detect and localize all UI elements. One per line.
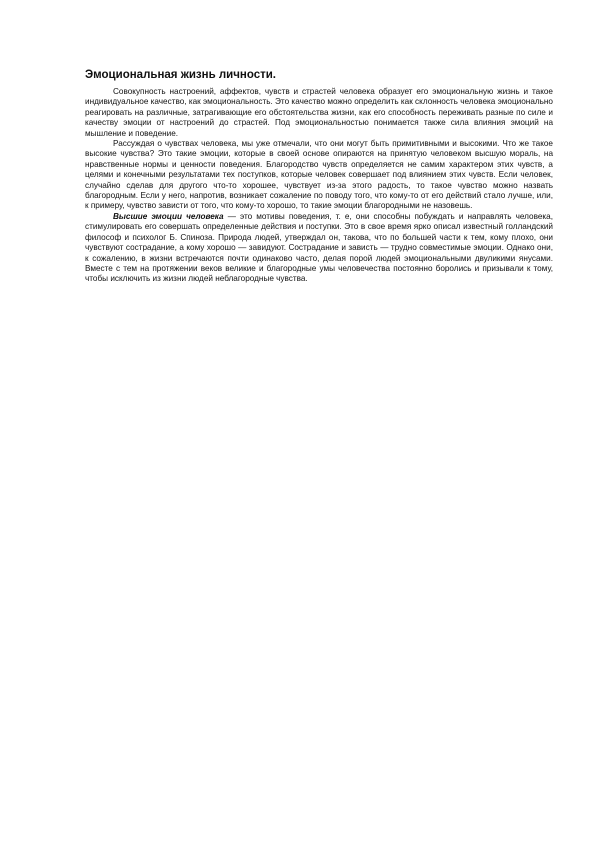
paragraph-text: Рассуждая о чувствах человека, мы уже отмечали, что они могут быть примитивными и высокими. Что же такое высокие чувства? Это такие эмоции, которые в своей основе опираются на принятую человеком высшую мораль, на нравственные нормы и ценности поведения. Благородство чувств определяется не самим характером этих чувств, а целями и конечными результатами тех поступков, которые человек совершает под влиянием этих чувств. Если человек, случайно сделав для другого что-то хорошее, чувствует из-за этого радость, то такое чувство можно назвать благородным. Если у него, напротив, возникает сожаление по поводу того, что кому-то от его действий стало лучше, или, к примеру, чувство зависти от того, что кому-то хорошо, то такие эмоции благородными не назовешь. bbox=[85, 139, 553, 211]
paragraph-emotionality bbox=[85, 87, 553, 139]
document-title: Эмоциональная жизнь личности. bbox=[85, 69, 277, 81]
paragraph-higher-emotions bbox=[85, 212, 553, 285]
paragraph-high-feelings bbox=[85, 139, 553, 212]
paragraph-lead-term: Высшие эмоции человека bbox=[113, 211, 224, 221]
document-body bbox=[85, 68, 553, 285]
paragraph-text: Совокупность настроений, аффектов, чувств и страстей человека образует его эмоциональную жизнь и такое индивидуальное качество, как эмоциональность. Это качество можно определить как склонность человека эмоционально реагировать на различные, затрагивающие его обстоятельства жизни, как его способность переживать разные по силе и качеству эмоции от настроений до страстей. Под эмоциональностью понимается также сила влияния эмоций на мышление и поведение. bbox=[85, 87, 553, 138]
paragraph-text: — это мотивы поведения, т. е, они способны побуждать и направлять человека, стимулировать его совершать определенные действия и поступки. Это в свое время ярко описал известный голландский философ и психолог Б. Спиноза. Природа людей, утверждал он, такова, что по большей части к тем, кому плохо, они чувствуют сострадание, а кому хорошо — завидуют. Сострадание и зависть — трудно совместимые эмоции. Однако они, к сожалению, в жизни встречаются почти одинаково часто, делая порой людей эмоциональными двуликими янусами. Вместе с тем на протяжении веков великие и благородные умы человечества постоянно боролись и призывали к тому, чтобы исключить из жизни людей неблагородные чувства. bbox=[85, 211, 553, 284]
